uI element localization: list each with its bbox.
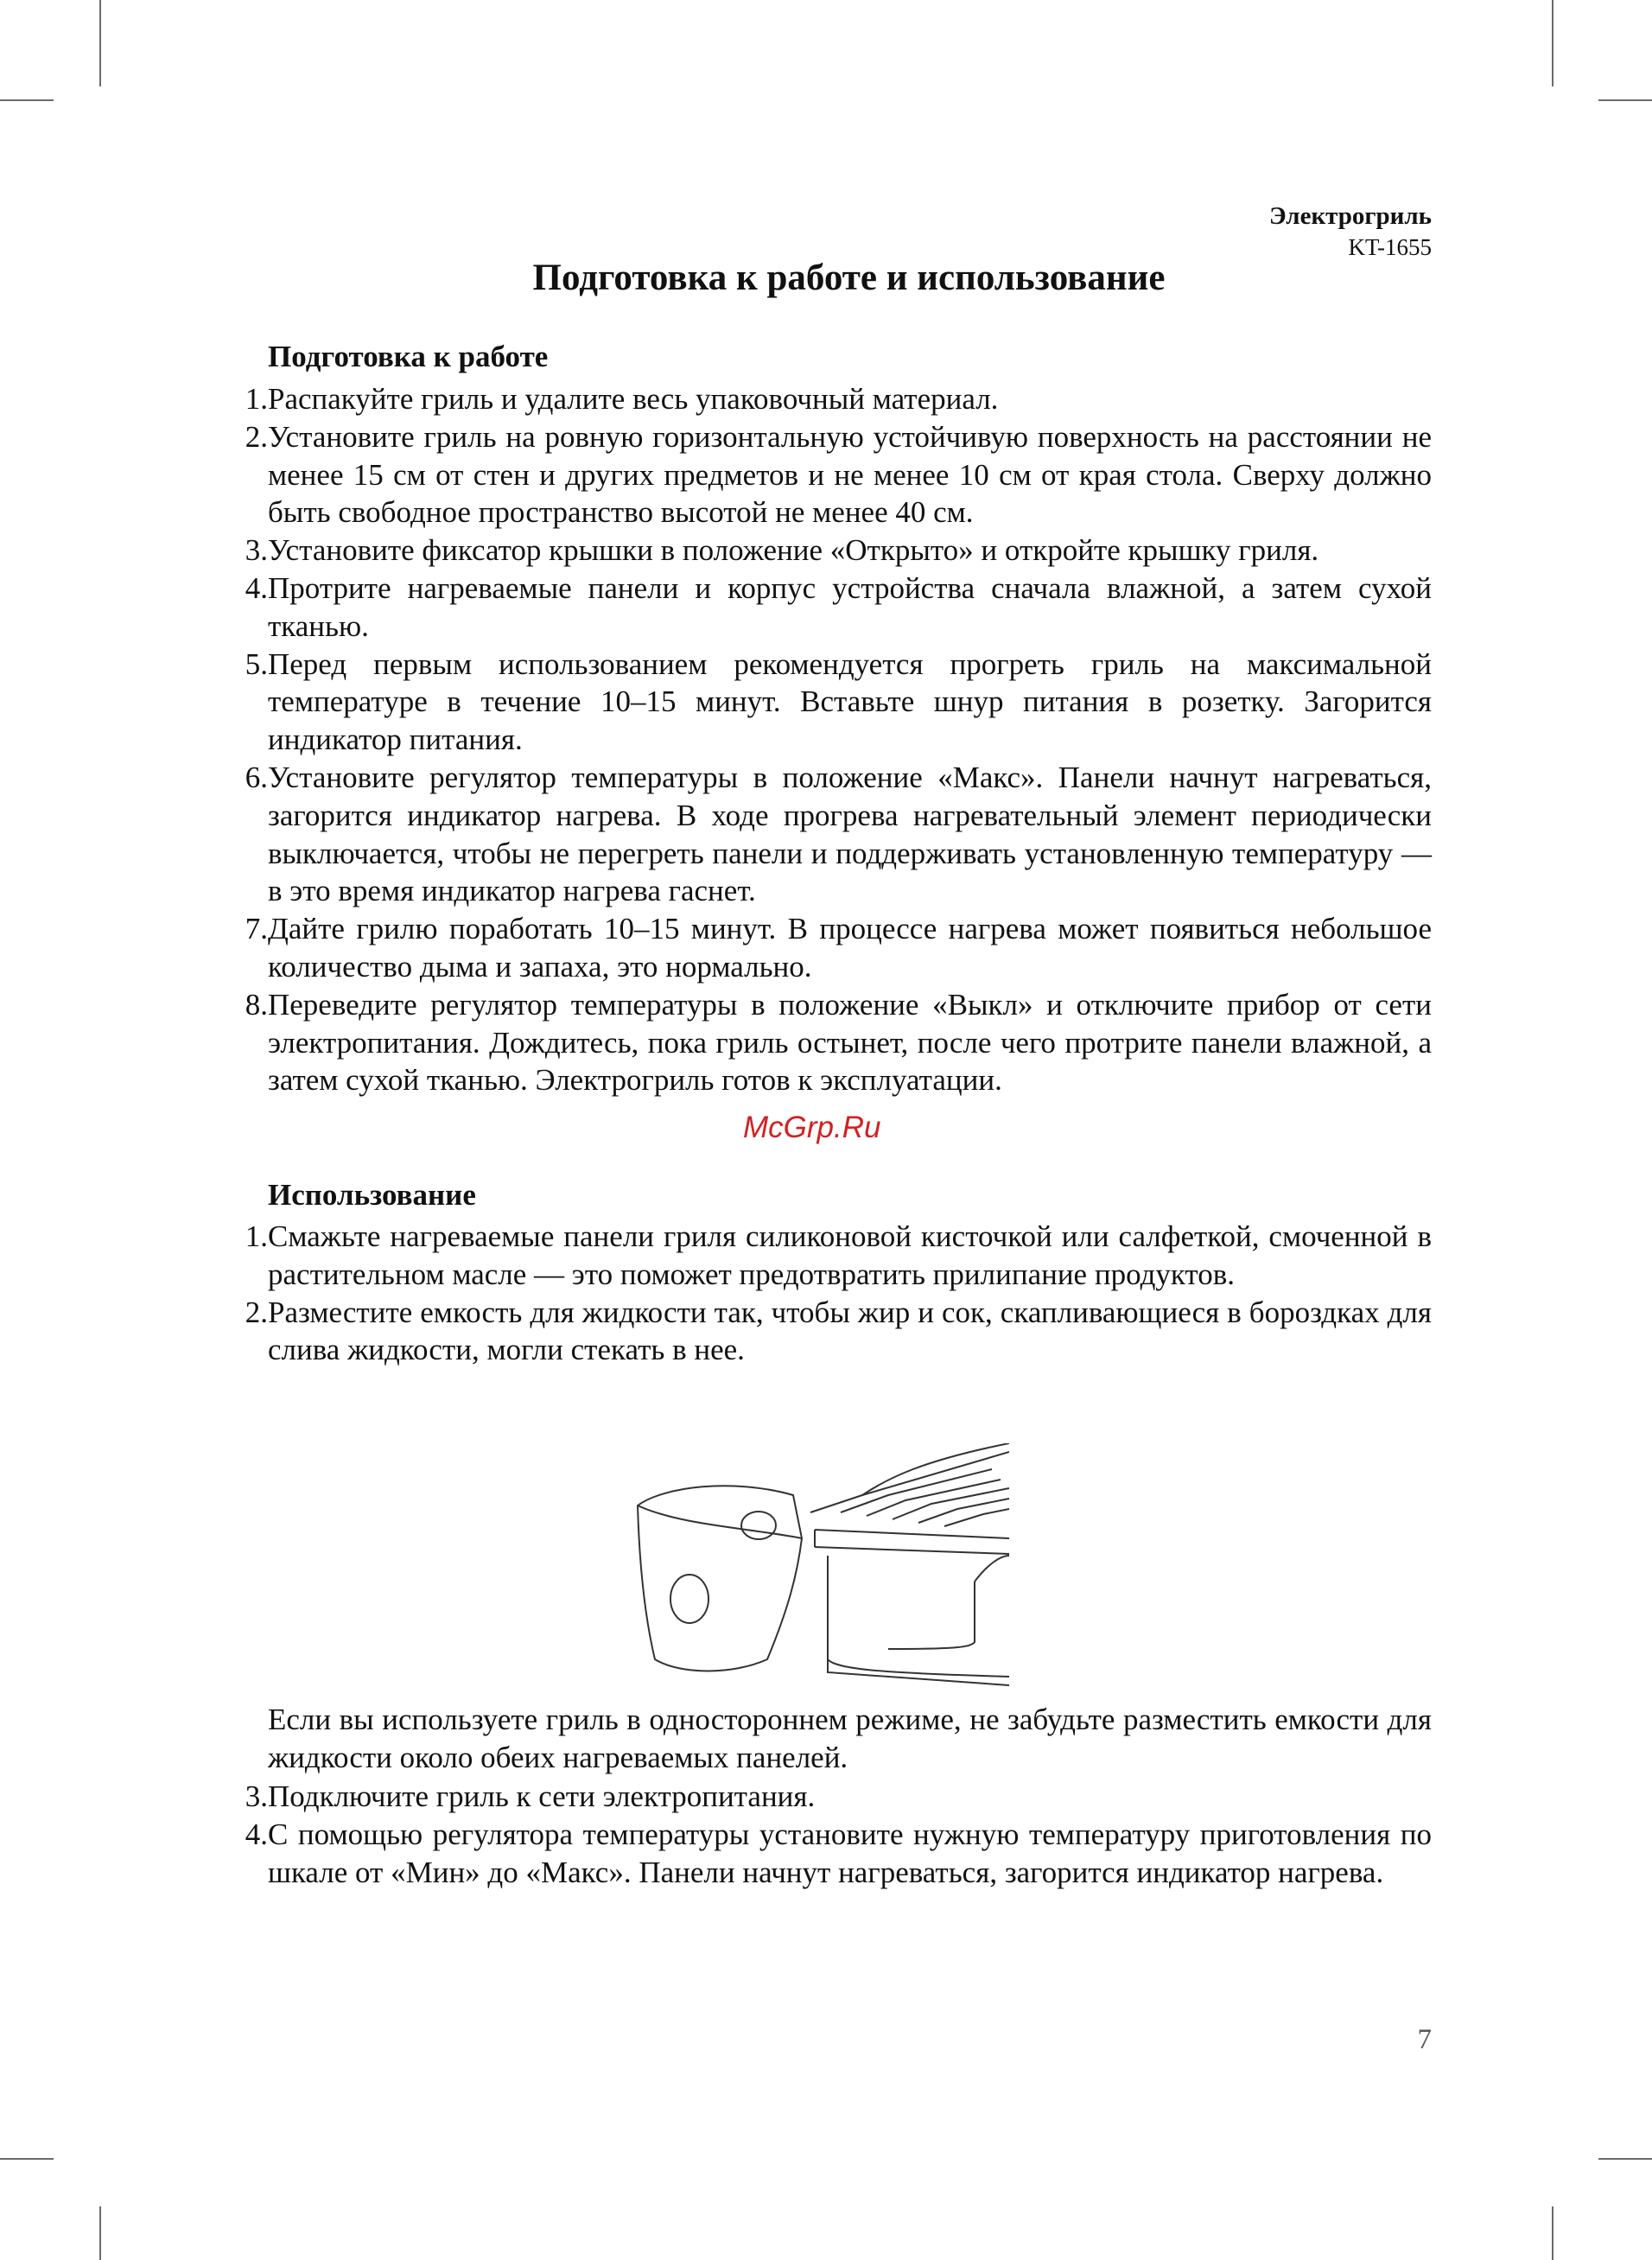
list-item-number: 3. [245,533,268,568]
list-item-number: 3. [245,1779,268,1813]
list-item-text: Перед первым использованием рекомендуется прогреть гриль на максимальной температуре в течение 10–15 минут. Вставьте шнур питания в розетку. Загорится индикатор питания. [268,646,1432,757]
list-item-number: 2. [245,1295,268,1329]
product-name: Электрогриль [1269,202,1432,230]
list-item-text: Разместите емкость для жидкости так, чтобы жир и сок, скапливающиеся в бороздках для слива жидкости, могли стекать в нее. [268,1295,1432,1367]
list-item-text: Переведите регулятор температуры в положение «Выкл» и отключите прибор от сети электропитания. Дождитесь, пока гриль остынет, после чего протрите панели влажной, а затем сухой тканью. Электрогриль готов к эксплуатации. [268,987,1432,1098]
list-item-text: Смажьте нагреваемые панели гриля силиконовой кисточкой или салфеткой, смоченной в растительном масле — это поможет предотвратить прилипание продуктов. [268,1219,1432,1291]
list-item-number: 7. [245,912,268,946]
list-item-number: 4. [245,570,268,605]
list-item-number: 6. [245,760,268,794]
crop-mark [1598,2158,1652,2160]
section-heading-usage: Использование [268,1178,476,1212]
list-item-text: Установите гриль на ровную горизонтальную устойчивую поверхность на расстоянии не менее 15 см от стен и других предметов и не менее 10 см от края стола. Сверху должно быть свободное пространство высотой не менее 40 см. [268,419,1432,530]
crop-mark [1598,99,1652,101]
list-item-text: Подключите гриль к сети электропитания. [268,1779,816,1813]
list-item [216,570,1432,646]
watermark: McGrp.Ru [743,1111,881,1144]
crop-mark [1552,0,1554,86]
list-item-text: Распакуйте гриль и удалите весь упаковочный материал. [268,382,999,416]
list-item-text: Протрите нагреваемые панели и корпус устройства сначала влажной, а затем сухой тканью. [268,570,1432,643]
running-header [1269,201,1432,263]
list-item-number: 8. [245,987,268,1022]
list-item [216,759,1432,910]
list-item [216,1294,1432,1370]
list-item-number: 2. [245,419,268,454]
list-item-number: 1. [245,382,268,416]
list-item [216,1218,1432,1294]
list-item [216,380,1432,418]
crop-mark [99,0,101,86]
list-item-text: Установите фиксатор крышки в положение «Открыто» и откройте крышку гриля. [268,533,1319,568]
list-item [216,910,1432,986]
list-item [216,986,1432,1099]
crop-mark [1552,2206,1554,2260]
list-item-number: 4. [245,1817,268,1851]
list-item [216,532,1432,570]
list-item-number: 1. [245,1219,268,1253]
usage-list-continued [216,1778,1432,1891]
list-item-text: С помощью регулятора температуры установите нужную температуру приготовления по шкале от «Мин» до «Макс». Панели начнут нагреваться, загорится индикатор нагрева. [268,1817,1432,1889]
model-number: KT-1655 [1348,234,1432,260]
preparation-list [216,380,1432,1099]
list-item [216,1816,1432,1892]
list-item [216,418,1432,532]
list-item-text: Установите регулятор температуры в положение «Макс». Панели начнут нагреваться, загорится индикатор нагрева. В ходе прогрева нагревательный элемент периодически выключается, чтобы не перегреть панели и поддерживать установленную температуру — в это время индикатор нагрева гаснет. [268,760,1432,908]
crop-mark [0,2158,54,2160]
drip-tray-illustration [629,1443,1009,1687]
section-heading-preparation: Подготовка к работе [268,340,549,373]
list-item [216,646,1432,759]
page-number: 7 [1417,2024,1432,2055]
list-item-number: 5. [245,646,268,681]
page-title: Подготовка к работе и использование [532,258,1166,298]
crop-mark [99,2206,101,2260]
usage-list [216,1218,1432,1369]
one-sided-mode-note: Если вы используете гриль в одностороннем режиме, не забудьте разместить емкости для жидкости около обеих нагреваемых панелей. [268,1703,1432,1774]
crop-mark [0,99,54,101]
list-item-text: Дайте грилю поработать 10–15 минут. В процессе нагрева может появиться небольшое количество дыма и запаха, это нормально. [268,912,1432,984]
list-item [216,1778,1432,1816]
